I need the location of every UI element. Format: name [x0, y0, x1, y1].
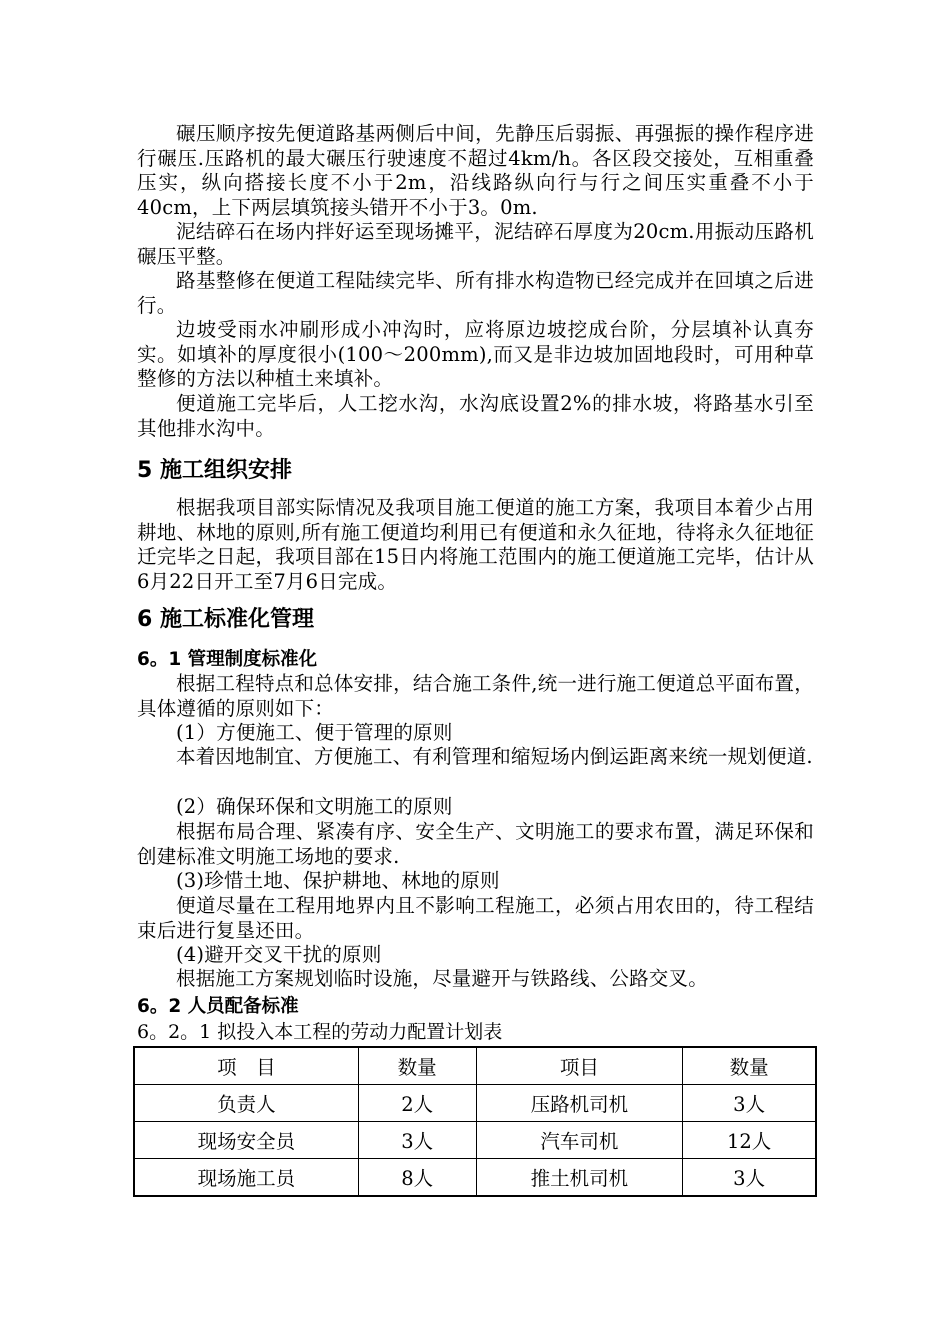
- subsection-6-1-intro: 根据工程特点和总体安排，结合施工条件,统一进行施工便道总平面布置，具体遵循的原则如下：: [137, 672, 814, 720]
- paragraph-compaction-order: 碾压顺序按先便道路基两侧后中间，先静压后弱振、再强振的操作程序进行碾压.压路机的最大碾压行驶速度不超过4km/h。各区段交接处，互相重叠压实，纵向搭接长度不小于2m，沿线路纵向行与行之间压实重叠不小于40cm，上下两层填筑接头错开不小于3。0m.: [137, 122, 814, 219]
- principle-2-text: 根据布局合理、紧凑有序、安全生产、文明施工的要求布置，满足环保和创建标准文明施工场地的要求.: [137, 820, 814, 868]
- table-header-row: [134, 1047, 816, 1085]
- table-row: [134, 1122, 816, 1159]
- header-item: 项 目: [134, 1047, 358, 1085]
- paragraph-gravel: 泥结碎石在场内拌好运至现场摊平，泥结碎石厚度为20cm.用振动压路机碾压平整。: [137, 220, 814, 268]
- table-cell: 现场施工员: [134, 1159, 358, 1197]
- principle-4-text: 根据施工方案规划临时设施，尽量避开与铁路线、公路交叉。: [176, 967, 708, 990]
- table-cell: 12人: [683, 1122, 816, 1159]
- paragraph-drainage: 便道施工完毕后，人工挖水沟，水沟底设置2%的排水坡，将路基水引至其他排水沟中。: [137, 392, 814, 440]
- table-cell: 8人: [358, 1159, 476, 1197]
- principle-1-title: (1）方便施工、便于管理的原则: [176, 721, 453, 744]
- paragraph-slope-repair: 边坡受雨水冲刷形成小冲沟时，应将原边坡挖成台阶，分层填补认真夯实。如填补的厚度很小(100～200mm),而又是非边坡加固地段时，可用种草整修的方法以种植土来填补。: [137, 318, 814, 390]
- table-cell: 推土机司机: [476, 1159, 683, 1197]
- paragraph-subgrade-finishing: 路基整修在便道工程陆续完毕、所有排水构造物已经完成并在回填之后进行。: [137, 269, 814, 317]
- principle-2-title: (2）确保环保和文明施工的原则: [176, 795, 453, 818]
- table-cell: 3人: [683, 1159, 816, 1197]
- section-5-paragraph: 根据我项目部实际情况及我项目施工便道的施工方案，我项目本着少占用耕地、林地的原则,所有施工便道均利用已有便道和永久征地，待将永久征地征迁完毕之日起，我项目部在15日内将施工范围内的施工便道施工完毕，估计从6月22日开工至7月6日完成。: [137, 496, 814, 593]
- table-cell: 负责人: [134, 1085, 358, 1122]
- header-item-2: 项目: [476, 1047, 683, 1085]
- subsection-6-1-heading: 6。1 管理制度标准化: [137, 649, 318, 670]
- subsection-6-2-heading: 6。2 人员配备标准: [137, 996, 299, 1017]
- header-quantity-2: 数量: [683, 1047, 816, 1085]
- principle-4-title: (4)避开交叉干扰的原则: [176, 943, 382, 966]
- table-row: [134, 1159, 816, 1197]
- table-cell: 2人: [358, 1085, 476, 1122]
- table-cell: 压路机司机: [476, 1085, 683, 1122]
- section-6-heading: 6 施工标准化管理: [137, 607, 314, 632]
- table-row: [134, 1085, 816, 1122]
- table-cell: 3人: [683, 1085, 816, 1122]
- table-cell: 汽车司机: [476, 1122, 683, 1159]
- principle-3-text: 便道尽量在工程用地界内且不影响工程施工，必须占用农田的，待工程结束后进行复垦还田。: [137, 894, 814, 942]
- table-cell: 3人: [358, 1122, 476, 1159]
- principle-1-text: 本着因地制宜、方便施工、有利管理和缩短场内倒运距离来统一规划便道.: [176, 745, 813, 768]
- principle-3-title: (3)珍惜土地、保护耕地、林地的原则: [176, 869, 500, 892]
- table-cell: 现场安全员: [134, 1122, 358, 1159]
- section-5-heading: 5 施工组织安排: [137, 458, 292, 483]
- table-caption: 6。2。1 拟投入本工程的劳动力配置计划表: [137, 1021, 503, 1043]
- labor-plan-table: [133, 1046, 817, 1197]
- header-quantity: 数量: [358, 1047, 476, 1085]
